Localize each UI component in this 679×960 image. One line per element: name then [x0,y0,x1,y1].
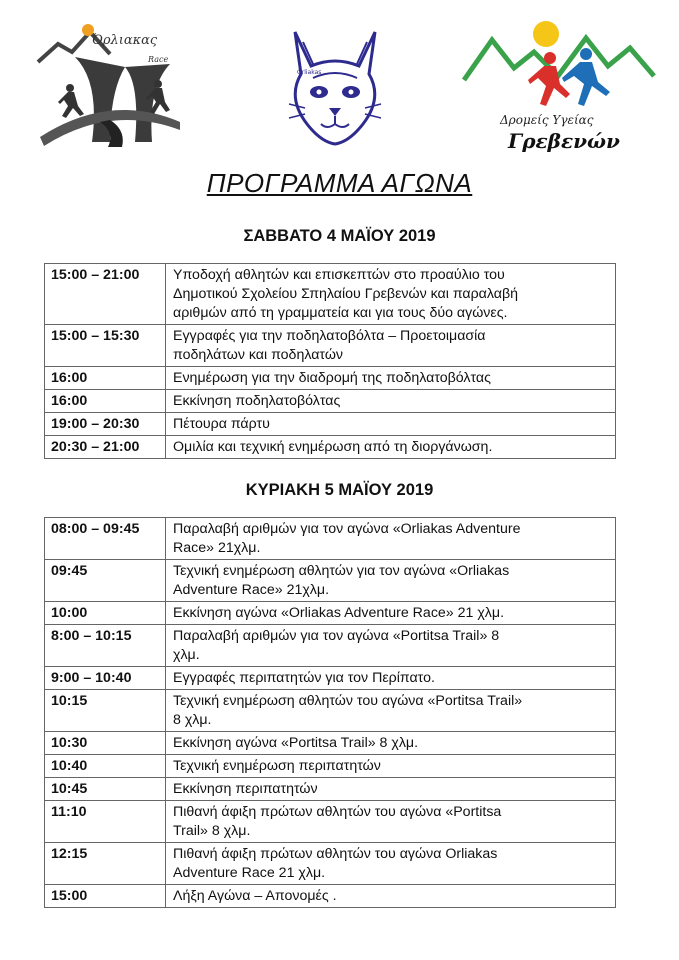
day-heading-saturday: ΣΑΒΒΑΤΟ 4 ΜΑΪΟΥ 2019 [243,227,436,245]
schedule-time: 10:40 [45,755,166,778]
schedule-time: 20:30 – 21:00 [45,436,166,459]
description-line: Πιθανή άφιξη πρώτων αθλητών του αγώνα «Portitsa [173,804,502,820]
description-line: Adventure Race 21 χλμ. [173,865,326,881]
schedule-time: 10:30 [45,732,166,755]
description-line: Τεχνική ενημέρωση αθλητών του αγώνα «Portitsa Trail» [173,693,523,709]
schedule-row [45,625,616,667]
description-line: 8 χλμ. [173,712,212,728]
schedule-time: 15:00 [45,885,166,908]
schedule-time: 16:00 [45,367,166,390]
description-line: Εκκίνηση ποδηλατοβόλτας [173,393,341,409]
schedule-table-saturday [44,263,616,459]
schedule-description [166,667,616,690]
day-heading-sunday: ΚΥΡΙΑΚΗ 5 ΜΑΪΟΥ 2019 [245,481,434,499]
schedule-description [166,732,616,755]
schedule-table-sunday [44,517,616,908]
description-line: Ομιλία και τεχνική ενημέρωση από τη διοργάνωση. [173,439,493,455]
schedule-row [45,560,616,602]
schedule-time: 15:00 – 21:00 [45,264,166,325]
schedule-row [45,732,616,755]
description-line: Πιθανή άφιξη πρώτων αθλητών του αγώνα Orliakas [173,846,498,862]
schedule-row [45,690,616,732]
page-title: ΠΡΟΓΡΑΜΜΑ ΑΓΩΝΑ [206,168,473,198]
schedule-time: 08:00 – 09:45 [45,518,166,560]
schedule-time: 12:15 [45,843,166,885]
description-line: χλμ. [173,647,200,663]
lynx-logo [283,28,387,148]
schedule-description [166,367,616,390]
schedule-description [166,690,616,732]
schedule-row [45,801,616,843]
schedule-description [166,801,616,843]
description-line: Εγγραφές περιπατητών για τον Περίπατο. [173,670,435,686]
left-logo-sub: Race [148,55,169,64]
schedule-description [166,264,616,325]
schedule-description [166,755,616,778]
orliakas-race-logo [30,22,195,152]
description-line: Ενημέρωση για την διαδρομή της ποδηλατοβόλτας [173,370,491,386]
description-line: Παραλαβή αριθμών για τον αγώνα «Orliakas Adventure [173,521,521,537]
description-line: αριθμών από τη γραμματεία και για τους δύο αγώνες. [173,305,508,321]
schedule-time: 8:00 – 10:15 [45,625,166,667]
schedule-row [45,390,616,413]
schedule-time: 10:00 [45,602,166,625]
description-line: Εγγραφές για την ποδηλατοβόλτα – Προετοιμασία [173,328,486,344]
description-line: Τεχνική ενημέρωση περιπατητών [173,758,381,774]
description-line: Εκκίνηση περιπατητών [173,781,318,797]
schedule-row [45,755,616,778]
schedule-time: 19:00 – 20:30 [45,413,166,436]
schedule-row [45,602,616,625]
runners-logo [458,14,658,154]
schedule-description [166,625,616,667]
schedule-time: 10:15 [45,690,166,732]
schedule-row [45,325,616,367]
schedule-description [166,843,616,885]
description-line: Δημοτικού Σχολείου Σπηλαίου Γρεβενών και παραλαβή [173,286,519,302]
schedule-description [166,518,616,560]
schedule-time: 9:00 – 10:40 [45,667,166,690]
schedule-row [45,843,616,885]
schedule-row [45,885,616,908]
schedule-description [166,885,616,908]
right-logo-line1: Δρομείς Υγείας [500,113,594,127]
description-line: Trail» 8 χλμ. [173,823,251,839]
schedule-description [166,390,616,413]
schedule-row [45,778,616,801]
description-line: Λήξη Αγώνα – Απονομές . [173,888,337,904]
schedule-description [166,778,616,801]
schedule-time: 10:45 [45,778,166,801]
description-line: Adventure Race» 21χλμ. [173,582,330,598]
description-line: Πέτουρα πάρτυ [173,416,270,432]
schedule-row [45,367,616,390]
description-line: Εκκίνηση αγώνα «Portitsa Trail» 8 χλμ. [173,735,419,751]
description-line: ποδηλάτων και ποδηλατών [173,347,343,363]
description-line: Παραλαβή αριθμών για τον αγώνα «Portitsa Trail» 8 [173,628,500,644]
description-line: Τεχνική ενημέρωση αθλητών για τον αγώνα «Orliakas [173,563,510,579]
schedule-time: 15:00 – 15:30 [45,325,166,367]
schedule-time: 11:10 [45,801,166,843]
schedule-row [45,667,616,690]
description-line: Εκκίνηση αγώνα «Orliakas Adventure Race» 21 χλμ. [173,605,505,621]
schedule-row [45,518,616,560]
schedule-row [45,413,616,436]
schedule-description [166,413,616,436]
schedule-description [166,602,616,625]
schedule-description [166,325,616,367]
lynx-logo-text: Orliakas [297,69,322,76]
schedule-row [45,436,616,459]
schedule-row [45,264,616,325]
left-logo-text: Όρλιακας [92,33,158,48]
schedule-time: 09:45 [45,560,166,602]
description-line: Υποδοχή αθλητών και επισκεπτών στο προαύλιο του [173,267,505,283]
description-line: Race» 21χλμ. [173,540,261,556]
schedule-time: 16:00 [45,390,166,413]
right-logo-line2: Γρεβενών [508,129,620,153]
schedule-description [166,436,616,459]
schedule-description [166,560,616,602]
